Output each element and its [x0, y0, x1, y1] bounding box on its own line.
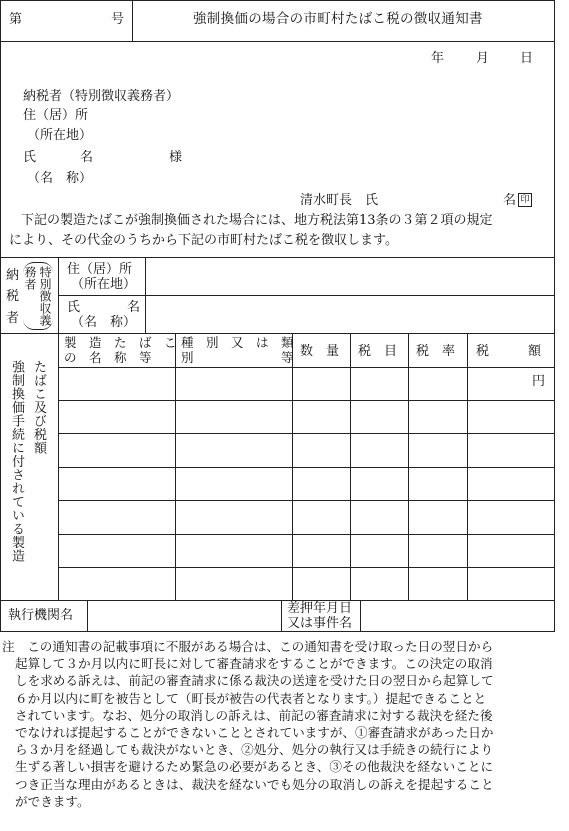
note-line-8: 生ずる著しい損害を避けるため緊急の必要があるとき、③その他裁決を経ないことに: [15, 759, 494, 774]
number-label-left: 第: [9, 12, 23, 27]
location-label: （所在地）: [27, 128, 93, 143]
yen-unit: 円: [532, 374, 546, 389]
goods-row-3: [58, 467, 555, 468]
header-rate: 税 率: [416, 344, 456, 359]
header-qty: 数 量: [300, 344, 340, 359]
frame-top: [0, 0, 555, 1]
taxpayer-side-2: 税: [6, 289, 20, 304]
seizure-label-1: 差押年月日: [287, 601, 353, 616]
corp-name-label: （名 称）: [27, 171, 93, 186]
date-month: 月: [476, 51, 490, 66]
name-label-2: 名: [80, 150, 94, 165]
enforcement-label: 執行機関名: [8, 608, 74, 623]
header-amount: 税 額: [476, 344, 542, 359]
header-type-line1: 種 別 又 は 類: [181, 335, 294, 350]
frame-left: [0, 0, 1, 632]
honorific: 様: [169, 150, 183, 165]
block-address-label-2: （所在地）: [71, 277, 137, 292]
taxpayer-label: 納税者（特別徴収義務者）: [23, 89, 180, 104]
taxpayer-block-mid: [58, 295, 555, 296]
date-day: 日: [520, 51, 534, 66]
notice-title: 強制換価の場合の市町村たばこ税の徴収通知書: [193, 11, 483, 27]
footer-col-3: [360, 600, 361, 632]
note-line-4: ６か月以内に町を被告として（町長が被告の代表者となります。）提起できることと: [15, 691, 487, 706]
goods-row-4: [58, 500, 555, 501]
note-line-7: ら３か月を経過しても裁決がないとき、②処分、処分の執行又は手続きの続行により: [15, 742, 494, 757]
block-name-label-2: 名: [127, 300, 141, 315]
goods-table-bottom: [0, 600, 555, 601]
goods-row-5: [58, 534, 555, 535]
footer-col-1: [87, 600, 88, 632]
note-line-10: ができます。: [15, 794, 90, 809]
goods-row-6: [58, 567, 555, 568]
note-line-1: 注 この通知書の記載事項に不服がある場合は、この通知書を受け取った日の翌日から: [2, 639, 494, 654]
name-label-1: 氏: [23, 150, 37, 165]
goods-side-label-2: たばこ及び税額: [31, 360, 46, 455]
seizure-label-2: 又は事件名: [287, 616, 353, 631]
date-year: 年: [431, 51, 445, 66]
address-label: 住（居）所: [23, 108, 89, 123]
header-bottom-line: [0, 41, 555, 42]
frame-right: [554, 0, 555, 632]
note-line-6: でなければ提起することができないこととされていますが、①審査請求があった日か: [15, 725, 494, 740]
goods-row-2: [58, 433, 555, 434]
block-name-label-1: 氏: [67, 300, 81, 315]
taxpayer-side-1: 納: [6, 268, 20, 283]
taxpayer-paren-label: 特別徴収義務者: [23, 266, 52, 326]
header-product-line2: の 名 称 等: [64, 350, 152, 365]
note-line-5: されています。なお、処分の取消しの訴えは、前記の審査請求に対する裁決を経た後: [15, 708, 493, 723]
seal-mark: 印: [518, 193, 532, 207]
header-item: 税 目: [358, 344, 398, 359]
frame-bottom: [0, 631, 555, 632]
note-line-3: しを求める訴えは、前記の審査請求に係る裁決の送達を受けた日の翌日から起算して: [15, 673, 494, 688]
body-text-line-1: 下記の製造たばこが強制換価された場合には、地方税法第13条の３第２項の規定: [21, 213, 493, 228]
goods-row-1: [58, 400, 555, 401]
header-type-line2: 別 等: [181, 350, 294, 365]
block-address-label-1: 住（居）所: [67, 262, 133, 277]
goods-header-bottom: [58, 367, 555, 368]
taxpayer-side-3: 者: [6, 311, 20, 326]
number-label-right: 号: [111, 12, 125, 27]
goods-side-label-1: 強制換価手続に付されている製造: [9, 360, 24, 563]
header-divider: [132, 0, 133, 42]
taxpayer-block-divider: [58, 257, 59, 334]
taxpayer-block-bottom: [0, 333, 555, 334]
taxpayer-label-divider: [145, 257, 146, 334]
taxpayer-block-top: [0, 257, 555, 258]
issuer-name-suffix: 名: [503, 193, 517, 208]
note-line-9: つき正当な理由があるときは、裁決を経ないでも処分の取消しの訴えを提起すること: [15, 777, 494, 792]
block-name-label-3: （名 称）: [71, 315, 137, 330]
issuer-title: 清水町長 氏: [300, 193, 379, 208]
header-product-line1: 製 造 た ば こ: [64, 335, 177, 350]
footer-col-2: [281, 600, 282, 632]
body-text-line-2: により、その代金のうちから下記の市町村たばこ税を徴収します。: [9, 233, 398, 248]
note-line-2: 起算して３か月以内に町長に対して審査請求をすることができます。この決定の取消: [15, 656, 493, 671]
